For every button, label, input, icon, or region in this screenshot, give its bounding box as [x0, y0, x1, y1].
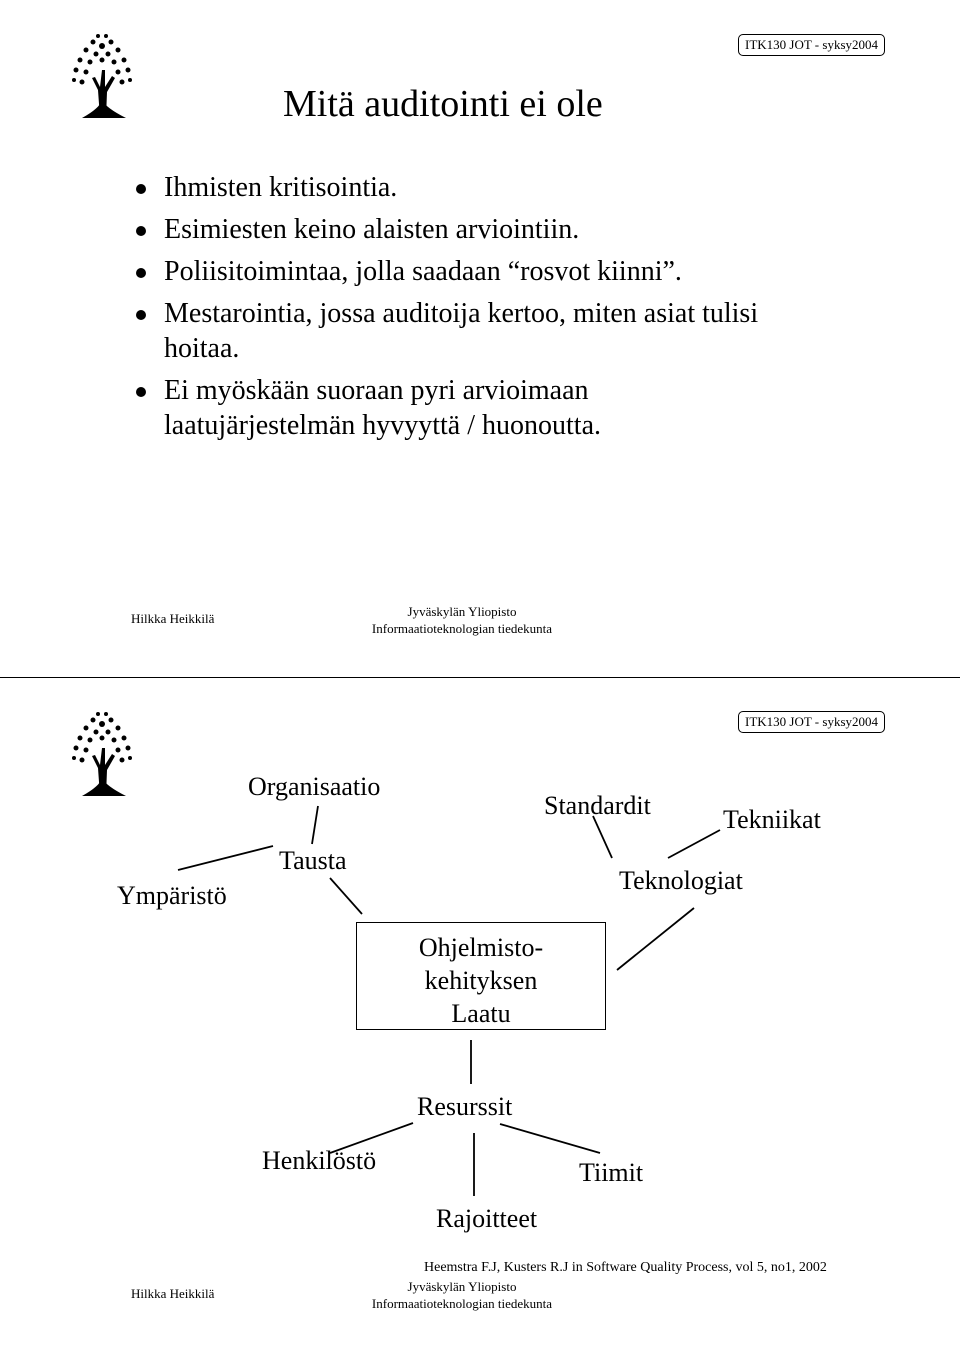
footer-institution	[332, 603, 592, 637]
label-tausta: Tausta	[279, 846, 347, 875]
bullet-item: Ihmisten kritisointia.	[136, 170, 896, 205]
footer-university: Jyväskylän Yliopisto	[407, 1279, 517, 1294]
bullet-item: Esimiesten keino alaisten arviointiin.	[136, 212, 896, 247]
slide-1	[0, 0, 960, 678]
footer-university: Jyväskylän Yliopisto	[407, 604, 517, 619]
slide-2	[0, 678, 960, 1357]
footer-author: Hilkka Heikkilä	[131, 1286, 215, 1301]
footer-institution	[332, 1278, 592, 1312]
label-rajoitteet: Rajoitteet	[436, 1204, 538, 1233]
bullet-item: Mestarointia, jossa auditoija kertoo, miten asiat tulisi hoitaa.	[136, 296, 784, 366]
footer-faculty: Informaatioteknologian tiedekunta	[371, 621, 553, 636]
connector-ymparisto-tausta	[178, 846, 273, 870]
connector-organisaatio-tausta	[312, 806, 318, 844]
label-ymparisto: Ympäristö	[117, 881, 227, 910]
course-tag: ITK130 JOT - syksy2004	[738, 34, 885, 56]
label-standardit: Standardit	[544, 791, 651, 820]
connector-standardit-teknologiat	[593, 816, 612, 858]
center-line: Laatu	[451, 999, 511, 1028]
center-line: Ohjelmisto-	[418, 933, 544, 962]
label-henkilosto: Henkilöstö	[262, 1146, 377, 1175]
bullet-item: Poliisitoimintaa, jolla saadaan “rosvot kiinni”.	[136, 254, 896, 289]
label-tekniikat: Tekniikat	[723, 805, 821, 834]
bullet-item: Ei myöskään suoraan pyri arvioimaan laatujärjestelmän hyvyyttä / huonoutta.	[136, 373, 754, 443]
connector-teknologiat-center	[617, 908, 694, 970]
footer-author: Hilkka Heikkilä	[131, 611, 215, 626]
footer-faculty: Informaatioteknologian tiedekunta	[371, 1296, 553, 1311]
connector-resurssit-tiimit	[500, 1124, 600, 1153]
label-organisaatio: Organisaatio	[248, 772, 381, 801]
connector-tekniikat-teknologiat	[668, 830, 720, 858]
label-tiimit: Tiimit	[579, 1158, 644, 1187]
slide-title: Mitä auditointi ei ole	[283, 83, 603, 125]
label-teknologiat: Teknologiat	[619, 866, 743, 895]
university-tree-logo	[62, 30, 142, 122]
center-line: kehityksen	[424, 966, 538, 995]
bullet-list	[136, 170, 896, 450]
label-resurssit: Resurssit	[417, 1092, 513, 1121]
course-tag: ITK130 JOT - syksy2004	[738, 711, 885, 733]
center-quality-box	[356, 922, 606, 1030]
reference-citation: Heemstra F.J, Kusters R.J in Software Quality Process, vol 5, no1, 2002	[424, 1260, 827, 1275]
connector-tausta-center	[330, 878, 362, 914]
